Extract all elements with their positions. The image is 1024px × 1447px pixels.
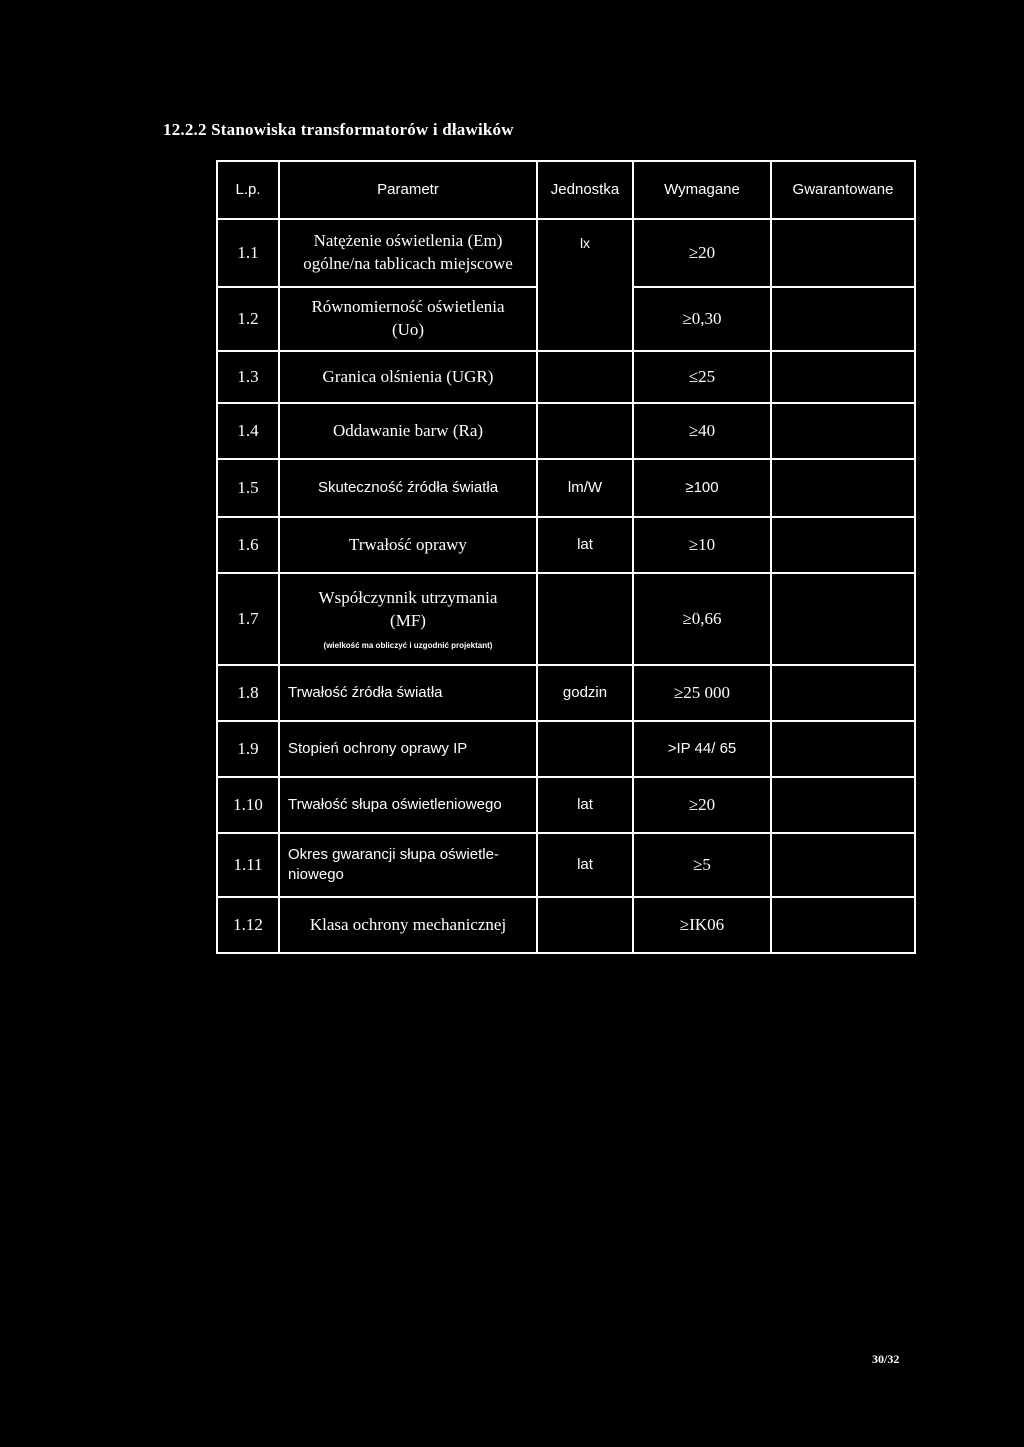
- page-number: 30/32: [872, 1352, 900, 1366]
- row-parameter: Oddawanie barw (Ra): [279, 403, 537, 459]
- row-guaranteed: [771, 665, 915, 721]
- row-lp: 1.7: [217, 573, 279, 665]
- row-parameter: Stopień ochrony oprawy IP: [279, 721, 537, 777]
- row-unit: lat: [537, 833, 633, 897]
- row-parameter-line1: Okres gwarancji słupa oświetle-: [288, 845, 499, 863]
- row-guaranteed: [771, 833, 915, 897]
- row-required: ≥0,66: [633, 573, 771, 665]
- row-unit: [537, 573, 633, 665]
- row-guaranteed: [771, 777, 915, 833]
- row-parameter-line2: (Uo): [391, 320, 425, 339]
- row-parameter: Trwałość oprawy: [279, 517, 537, 573]
- row-parameter: [279, 287, 537, 351]
- row-parameter: Skuteczność źródła światła: [279, 459, 537, 517]
- section-heading: 12.2.2 Stanowiska transformatorów i dławików: [163, 120, 514, 139]
- row-guaranteed: [771, 721, 915, 777]
- row-unit: lat: [537, 517, 633, 573]
- row-parameter-line1: Równomierność oświetlenia: [311, 297, 505, 317]
- row-lp: 1.4: [217, 403, 279, 459]
- header-parameter: Parametr: [279, 161, 537, 219]
- table-header-row: [217, 161, 915, 219]
- table-row: [217, 665, 915, 721]
- row-required: ≥40: [633, 403, 771, 459]
- row-parameter-line2: (MF): [390, 610, 426, 630]
- row-guaranteed: [771, 897, 915, 953]
- row-required: ≥5: [633, 833, 771, 897]
- table-row: [217, 403, 915, 459]
- row-unit: lat: [537, 777, 633, 833]
- row-lp: 1.9: [217, 721, 279, 777]
- row-lp: 1.3: [217, 351, 279, 403]
- row-unit: godzin: [537, 665, 633, 721]
- row-required: ≥25 000: [633, 665, 771, 721]
- row-guaranteed: [771, 219, 915, 287]
- table-row: [217, 573, 915, 665]
- row-parameter: Trwałość słupa oświetleniowego: [279, 777, 537, 833]
- row-unit: [537, 351, 633, 403]
- row-parameter-line1: Współczynnik utrzymania: [318, 587, 498, 607]
- header-guaranteed: Gwarantowane: [771, 161, 915, 219]
- row-required: >IP 44/ 65: [633, 721, 771, 777]
- row-unit: [537, 403, 633, 459]
- row-guaranteed: [771, 403, 915, 459]
- row-lp: 1.2: [217, 287, 279, 351]
- row-parameter-line1: Natężenie oświetlenia (Em): [313, 231, 503, 251]
- row-guaranteed: [771, 573, 915, 665]
- row-parameter: [279, 573, 537, 665]
- parameters-table: [216, 160, 916, 954]
- header-lp: L.p.: [217, 161, 279, 219]
- row-parameter: [279, 833, 537, 897]
- row-required: ≥20: [633, 219, 771, 287]
- row-lp: 1.5: [217, 459, 279, 517]
- table-row: [217, 459, 915, 517]
- header-unit: Jednostka: [537, 161, 633, 219]
- row-parameter: [279, 219, 537, 287]
- row-unit: [537, 721, 633, 777]
- row-parameter-line2: ogólne/na tablicach miejscowe: [303, 254, 513, 273]
- table-row: [217, 219, 915, 287]
- row-unit: [537, 897, 633, 953]
- table-row: [217, 833, 915, 897]
- row-guaranteed: [771, 351, 915, 403]
- row-required: ≥0,30: [633, 287, 771, 351]
- row-guaranteed: [771, 459, 915, 517]
- row-required: ≥20: [633, 777, 771, 833]
- row-lp: 1.12: [217, 897, 279, 953]
- row-guaranteed: [771, 287, 915, 351]
- row-required: ≤25: [633, 351, 771, 403]
- row-parameter: Granica olśnienia (UGR): [279, 351, 537, 403]
- row-unit: lm/W: [537, 459, 633, 517]
- table-row: [217, 897, 915, 953]
- row-lp: 1.8: [217, 665, 279, 721]
- row-lp: 1.1: [217, 219, 279, 287]
- row-required: ≥IK06: [633, 897, 771, 953]
- header-required: Wymagane: [633, 161, 771, 219]
- table-row: [217, 777, 915, 833]
- row-parameter: Klasa ochrony mechanicznej: [279, 897, 537, 953]
- row-lp: 1.6: [217, 517, 279, 573]
- table-row: [217, 351, 915, 403]
- row-parameter: Trwałość źródła światła: [279, 665, 537, 721]
- row-unit: lx: [537, 219, 633, 351]
- row-parameter-line2: niowego: [288, 866, 344, 883]
- row-parameter-note: (wielkość ma obliczyć i uzgodnić projektant): [323, 640, 493, 650]
- row-lp: 1.10: [217, 777, 279, 833]
- row-required: ≥10: [633, 517, 771, 573]
- row-guaranteed: [771, 517, 915, 573]
- row-required: ≥100: [633, 459, 771, 517]
- table-row: [217, 517, 915, 573]
- table-row: [217, 721, 915, 777]
- row-lp: 1.11: [217, 833, 279, 897]
